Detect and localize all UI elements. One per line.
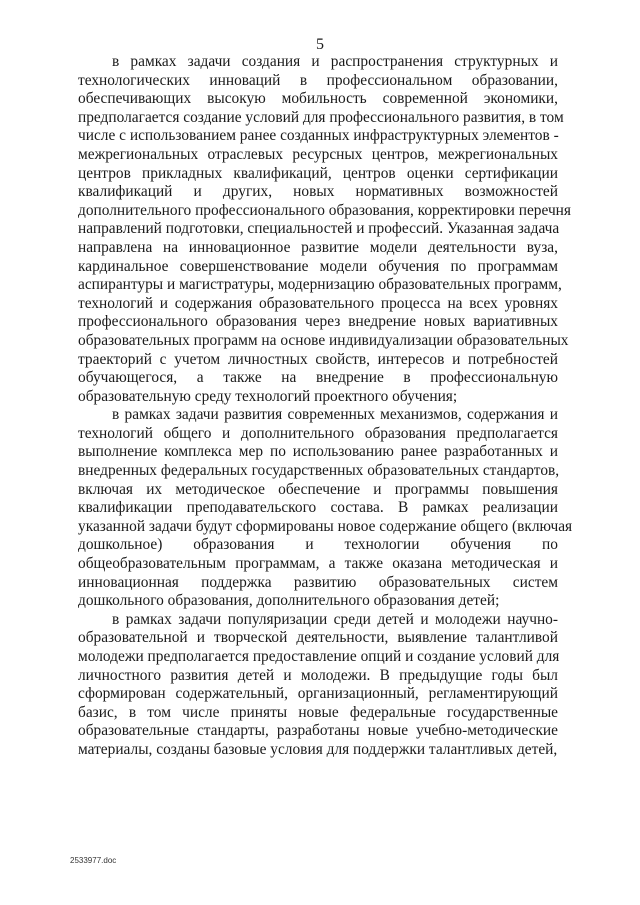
text-line: числе с использованием ранее созданных инфраструктурных элементов - (78, 127, 559, 145)
text-line: образовательную среду технологий проектного обучения; (78, 387, 458, 405)
text-line: центров прикладных квалификаций, центров оценки сертификации (78, 164, 558, 182)
paragraph (78, 53, 571, 406)
text-line: квалификаций и других, новых нормативных возможностей (78, 183, 558, 201)
document-body (78, 53, 573, 760)
text-line: образовательной и творческой деятельности, выявление талантливой (78, 629, 558, 647)
text-line: сформирован содержательный, организационный, регламентирующий (78, 685, 558, 703)
text-line: в рамках задачи популяризации среди детей и молодежи научно- (112, 610, 558, 628)
text-line: дошкольного образования, дополнительного образования детей; (78, 592, 500, 610)
text-line: технологических инноваций в профессиональном образовании, (78, 71, 558, 89)
text-line: в рамках задачи развития современных механизмов, содержания и (112, 406, 558, 424)
text-line: направлена на инновационное развитие модели деятельности вуза, (78, 238, 558, 256)
text-line: траекторий с учетом личностных свойств, интересов и потребностей (78, 350, 558, 368)
text-line: обеспечивающих высокую мобильность современной экономики, (78, 90, 558, 108)
text-line: личностного развития детей и молодежи. В предыдущие годы был (78, 666, 558, 684)
text-line: профессионального образования через внедрение новых вариативных (78, 313, 558, 331)
text-line: дополнительного профессионального образования, корректировки перечня (78, 201, 571, 219)
text-line: предполагается создание условий для профессионального развития, в том (78, 108, 564, 126)
text-line: внедренных федеральных государственных образовательных стандартов, (78, 462, 560, 480)
page-number: 5 (316, 36, 324, 53)
document-filename: 2533977.doc (70, 856, 117, 865)
text-line: обучающегося, а также на внедрение в профессиональную (78, 369, 558, 387)
text-line: молодежи предполагается предоставление опций и создание условий для (78, 648, 560, 665)
text-line: межрегиональных отраслевых ресурсных центров, межрегиональных (78, 145, 558, 163)
text-line: технологий и содержания образовательного процесса на всех уровнях (78, 294, 558, 312)
text-line: общеобразовательным программам, а также оказана методическая и (78, 555, 558, 573)
text-line: образовательных программ на основе индивидуализации образовательных (78, 331, 569, 349)
text-line: базис, в том числе приняты новые федеральные государственные (78, 703, 558, 721)
text-line: кардинальное совершенствование модели обучения по программам (78, 257, 558, 275)
text-line: выполнение комплекса мер по использованию ранее разработанных и (78, 443, 558, 461)
text-line: аспирантуры и магистратуры, модернизацию образовательных программ, (78, 276, 562, 294)
text-line: дошкольное) образования и технологии обучения по (78, 536, 558, 554)
text-line: в рамках задачи создания и распространения структурных и (112, 53, 558, 70)
text-line: квалификации преподавательского состава. В рамках реализации (78, 499, 558, 517)
text-line: материалы, созданы базовые условия для поддержки талантливых детей, (78, 740, 558, 758)
text-line: направлений подготовки, специальностей и профессий. Указанная задача (78, 220, 560, 238)
paragraph (78, 611, 558, 760)
text-line: технологий общего и дополнительного образования предполагается (78, 424, 558, 442)
text-line: включая их методическое обеспечение и программы повышения (78, 480, 558, 498)
paragraph (78, 406, 573, 611)
text-line: указанной задачи будут сформированы новое содержание общего (включая (78, 517, 573, 535)
text-line: инновационная поддержка развитию образовательных систем (78, 573, 558, 591)
text-line: образовательные стандарты, разработаны новые учебно-методические (78, 722, 558, 740)
